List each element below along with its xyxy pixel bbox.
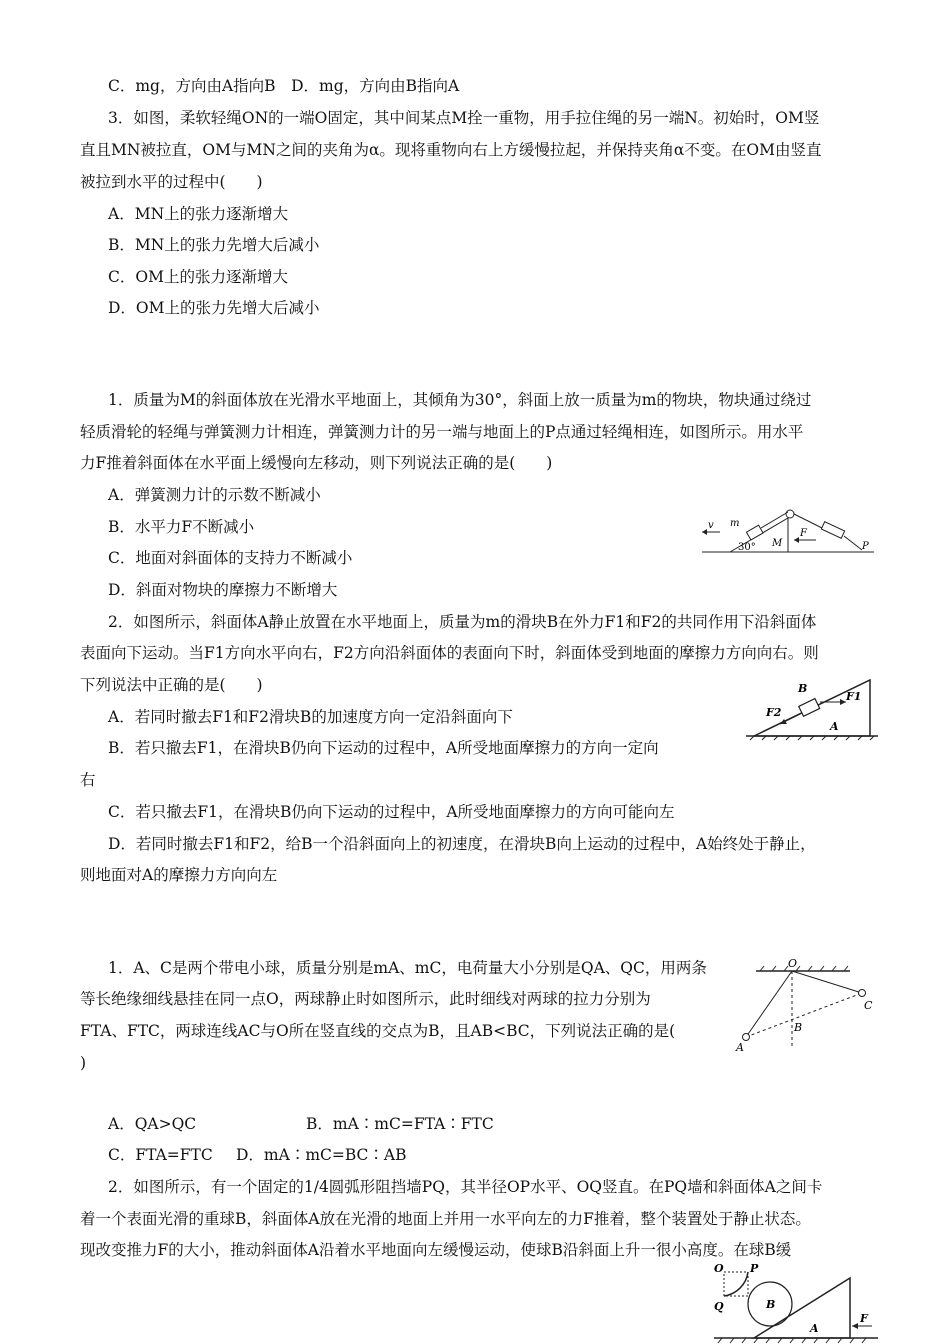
p2q2-option-c: C．若只撤去F1，在滑块B仍向下运动的过程中，A所受地面摩擦力的方向可能向左	[108, 803, 675, 821]
p2q2-option-d-line1: D．若同时撤去F1和F2，给B一个沿斜面向上的初速度，在滑块B向上运动的过程中，A始终处于静止，	[108, 835, 816, 853]
fig4-label-P: P	[750, 1262, 759, 1275]
p2q2-option-d-line2: 则地面对A的摩擦力方向向左	[80, 866, 278, 884]
p2q2-option-a: A．若同时撤去F1和F2滑块B的加速度方向一定沿斜面向下	[108, 708, 513, 726]
fig1-label-P: P	[862, 541, 869, 552]
p2q2-stem-line3: 下列说法中正确的是( )	[80, 676, 263, 694]
p3q2-stem-line2: 着一个表面光滑的重球B，斜面体A放在光滑的地面上并用一水平向左的力F推着，整个装置处于静止状态。	[80, 1210, 811, 1228]
incline-spring-figure	[698, 500, 878, 560]
p2q2-stem-line1: 2．如图所示，斜面体A静止放置在水平地面上，质量为m的滑块B在外力F1和F2的共同作用下沿斜面体	[108, 613, 817, 631]
p3q1-stem-line4: )	[80, 1054, 87, 1072]
p2q1-option-c: C．地面对斜面体的支持力不断减小	[108, 549, 353, 567]
fig2-label-F1: F1	[846, 690, 862, 703]
fig4-label-F: F	[860, 1312, 868, 1325]
fig4-label-O: O	[714, 1262, 724, 1275]
q3-stem-line3: 被拉到水平的过程中( )	[80, 173, 263, 191]
q3-stem-line2: 直且MN被拉直，OM与MN之间的夹角为α。现将重物向右上方缓慢拉起，并保持夹角α不变。在OM由竖直	[80, 141, 822, 159]
fig2-label-B: B	[798, 682, 808, 695]
fig1-label-angle: 30°	[738, 542, 756, 553]
p2q2-stem-line2: 表面向下运动。当F1方向水平向右，F2方向沿斜面体的表面向下时，斜面体受到地面的摩擦力方向向右。则	[80, 644, 819, 662]
p2q1-option-b: B．水平力F不断减小	[108, 518, 255, 536]
fig3-label-A: A	[736, 1041, 744, 1054]
fig4-label-A: A	[810, 1322, 819, 1335]
q3-option-a: A．MN上的张力逐渐增大	[108, 205, 289, 223]
q3-option-d: D．OM上的张力先增大后减小	[108, 299, 320, 317]
p3q1-option-a: A．QA>QC	[108, 1115, 197, 1133]
p3q2-stem-line1: 2．如图所示，有一个固定的1/4圆弧形阻挡墙PQ，其半径OP水平、OQ竖直。在PQ墙和斜面体A之间卡	[108, 1178, 823, 1196]
hanging-charges-figure	[732, 955, 882, 1055]
fig3-label-C: C	[864, 999, 873, 1012]
p2q2-option-b-line2: 右	[80, 771, 96, 789]
p3q1-stem-line2: 等长绝缘细线悬挂在同一点O，两球静止时如图所示，此时细线对两球的拉力分别为	[80, 990, 651, 1008]
q3-stem-line1: 3．如图，柔软轻绳ON的一端O固定，其中间某点M拴一重物，用手拉住绳的另一端N。初始时，OM竖	[108, 109, 820, 127]
fig4-label-B: B	[766, 1298, 776, 1311]
fig2-label-A: A	[830, 720, 839, 733]
option-cd-line: C．mg，方向由A指向B D．mg，方向由B指向A	[108, 77, 460, 95]
fig2-label-F2: F2	[766, 706, 782, 719]
p3q2-stem-line3: 现改变推力F的大小，推动斜面体A沿着水平地面向左缓慢运动，使球B沿斜面上升一很小高度。在球B缓	[80, 1241, 792, 1259]
p2q1-option-a: A．弹簧测力计的示数不断减小	[108, 486, 321, 504]
fig1-label-m: m	[730, 518, 740, 529]
fig1-label-M: M	[772, 538, 783, 549]
fig3-label-O: O	[788, 957, 798, 970]
fig1-label-v: v	[708, 520, 714, 531]
fig1-label-F: F	[800, 528, 807, 539]
p3q1-stem-line1: 1．A、C是两个带电小球，质量分别是mA、mC，电荷量大小分别是QA、QC，用两条	[108, 959, 707, 977]
q3-option-b: B．MN上的张力先增大后减小	[108, 236, 320, 254]
p2q1-stem-line2: 轻质滑轮的轻绳与弹簧测力计相连，弹簧测力计的另一端与地面上的P点通过轻绳相连，如图所示。用水平	[80, 423, 804, 441]
fig4-label-Q: Q	[714, 1300, 724, 1313]
q3-option-c: C．OM上的张力逐渐增大	[108, 268, 288, 286]
p3q1-option-d: D．mA∶mC=BC∶AB	[236, 1146, 407, 1164]
p2q2-option-b-line1: B．若只撤去F1，在滑块B仍向下运动的过程中，A所受地面摩擦力的方向一定向	[108, 739, 659, 757]
p2q1-stem-line3: 力F推着斜面体在水平面上缓慢向左移动，则下列说法正确的是( )	[80, 454, 553, 472]
p3q1-stem-line3: FTA、FTC，两球连线AC与O所在竖直线的交点为B，且AB<BC，下列说法正确的是(	[80, 1022, 676, 1040]
p2q1-option-d: D．斜面对物块的摩擦力不断增大	[108, 581, 338, 599]
p3q1-option-b: B．mA∶mC=FTA∶FTC	[306, 1115, 494, 1133]
fig3-label-B: B	[794, 1021, 803, 1034]
p3q1-option-c: C．FTA=FTC	[108, 1146, 213, 1164]
incline-block-figure	[742, 672, 882, 744]
arc-wall-ball-figure	[710, 1262, 882, 1344]
p2q1-stem-line1: 1．质量为M的斜面体放在光滑水平地面上，其倾角为30°，斜面上放一质量为m的物块，物块通过绕过	[108, 391, 812, 409]
